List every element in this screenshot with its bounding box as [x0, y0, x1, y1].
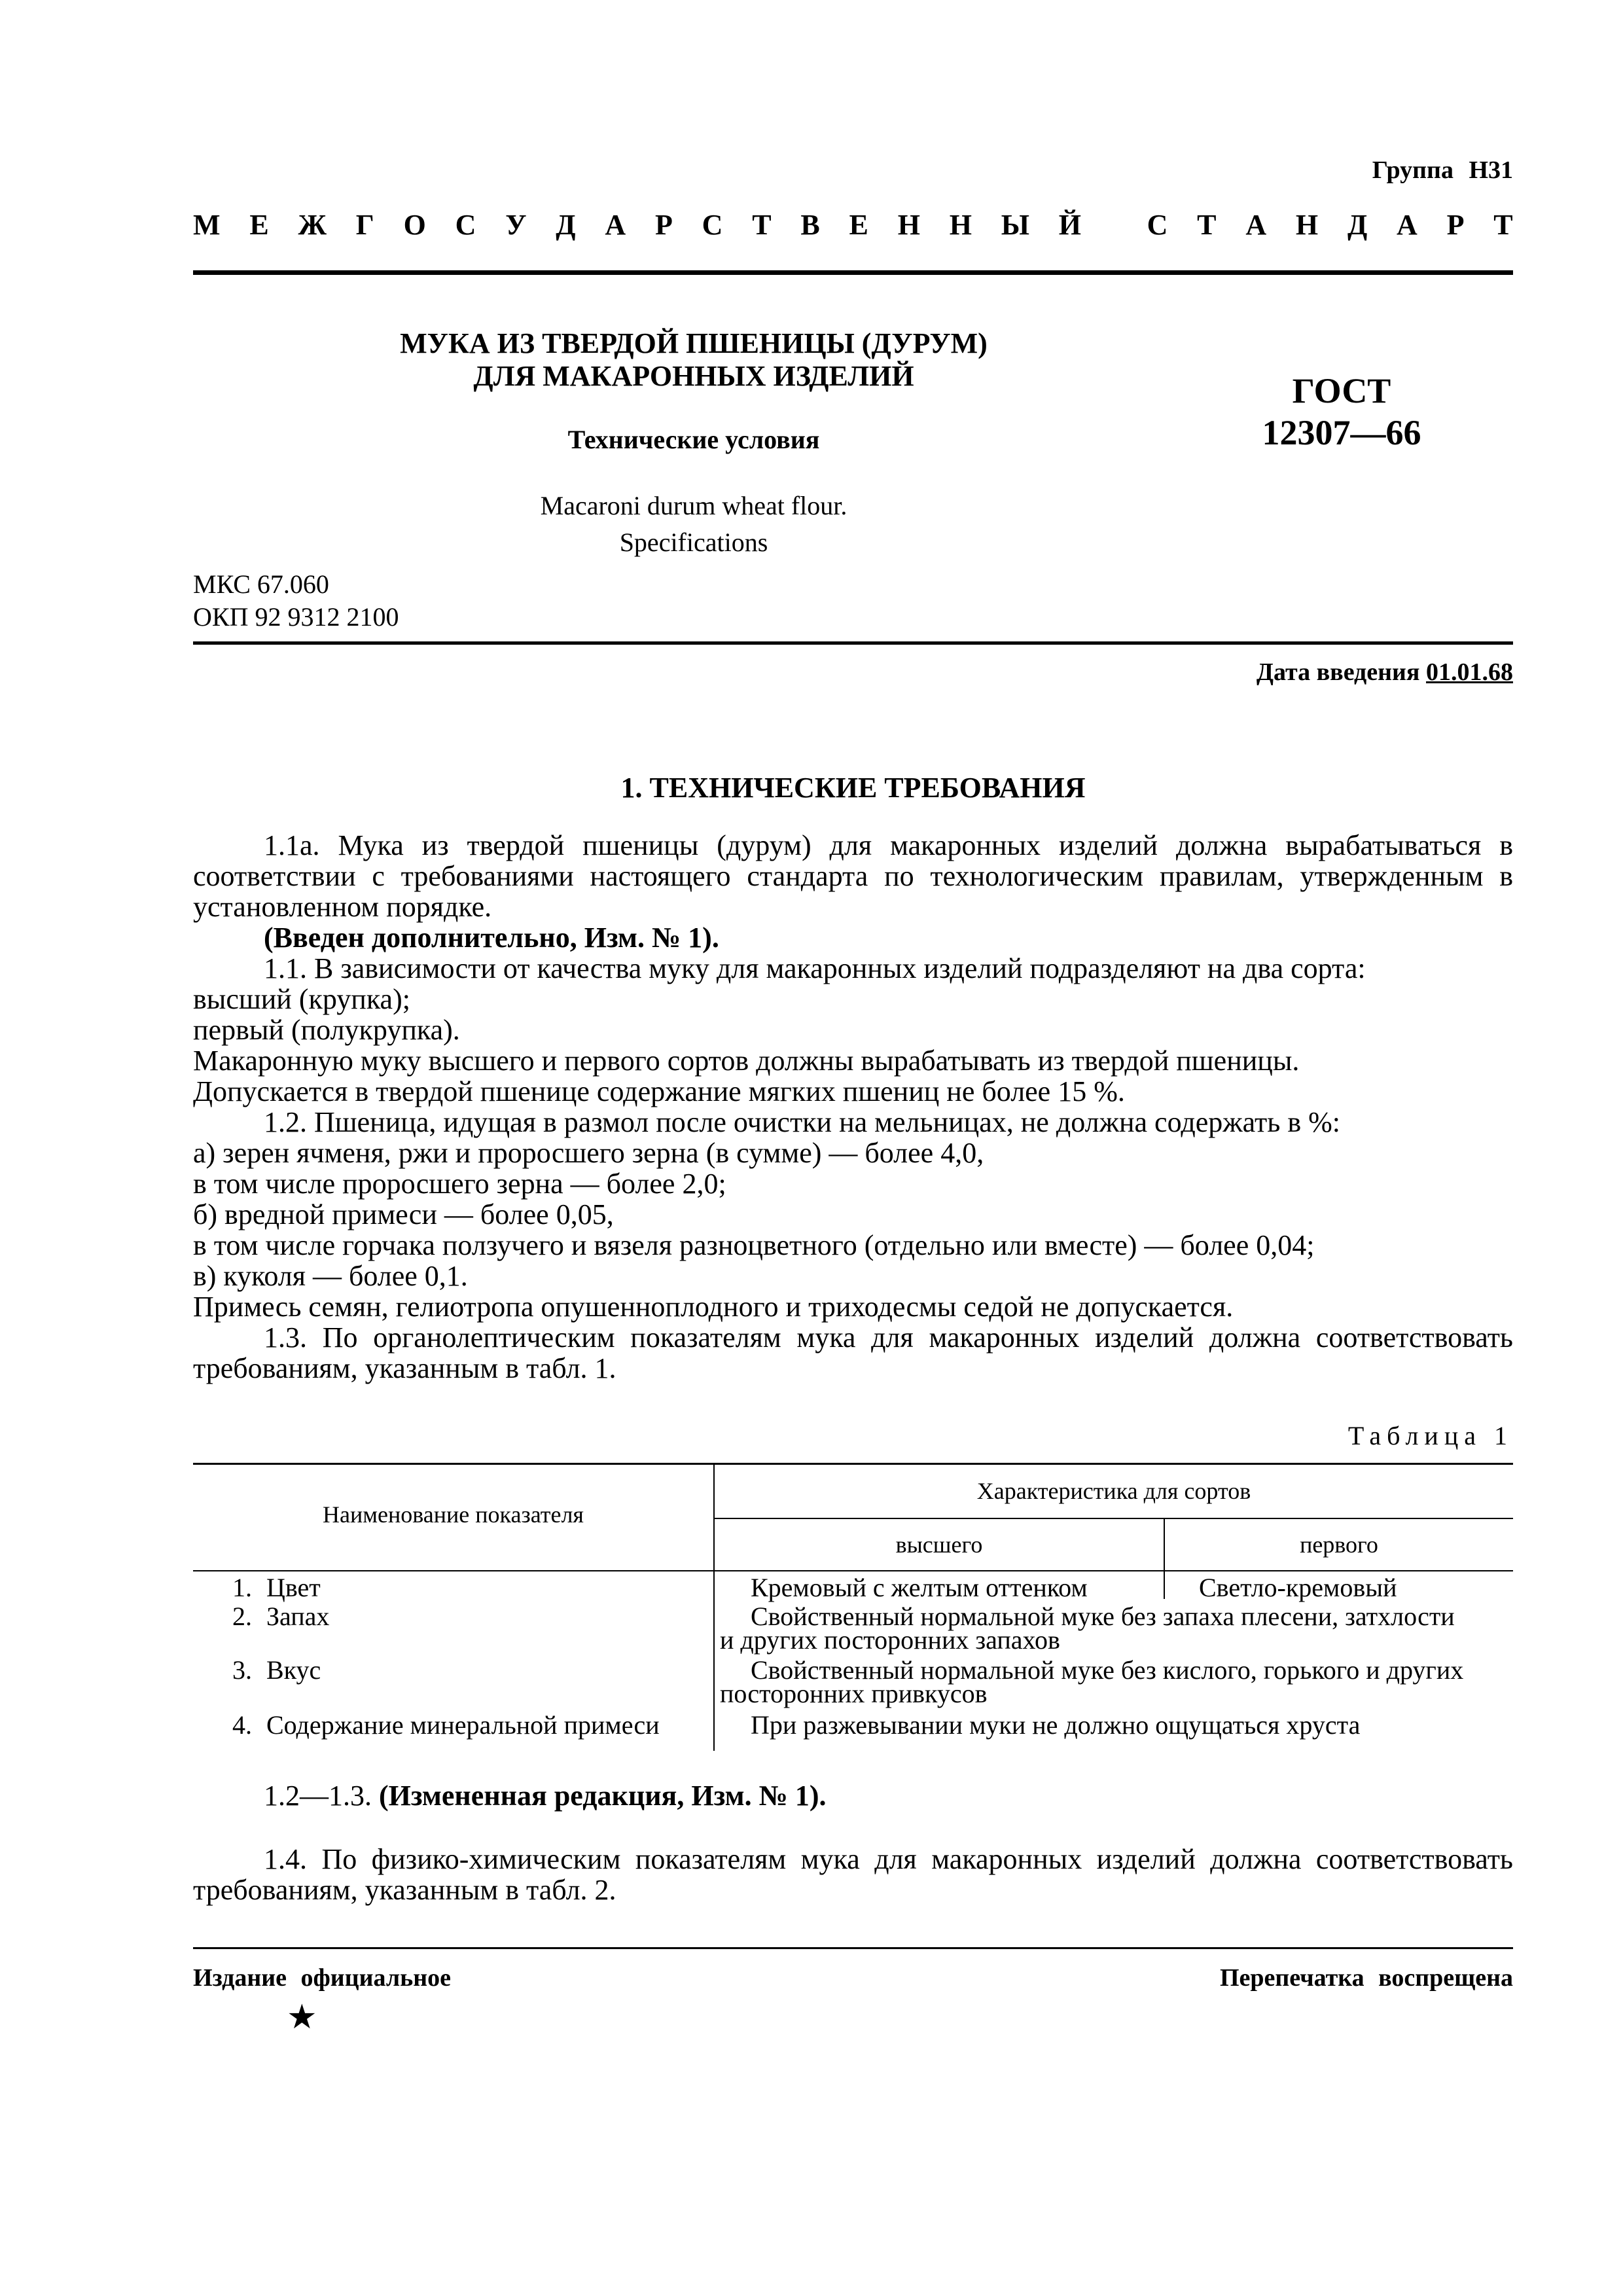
banner-letter: Ы — [1001, 209, 1029, 241]
row-4-name: Содержание минеральной примеси — [266, 1710, 660, 1740]
post-table-text — [193, 1780, 1513, 1905]
table-header-group: Характеристика для сортов — [976, 1478, 1251, 1504]
row-1-num: 1. — [232, 1573, 252, 1602]
row-1-name: Цвет — [266, 1573, 321, 1602]
grade-highest: высший (крупка); — [193, 983, 410, 1015]
banner-letter: Р — [654, 209, 673, 241]
english-title-line-1: Macaroni durum wheat flour. — [540, 491, 847, 520]
banner-letter: С — [455, 209, 476, 241]
codes-rule — [193, 641, 1513, 645]
row-4-value: При разжевывании муки не должно ощущаться хруста — [751, 1710, 1361, 1740]
paragraph-1-1-allowance: Допускается в твердой пшенице содержание мягких пшениц не более 15 %. — [193, 1075, 1125, 1107]
section-body — [193, 830, 1513, 1384]
amendment-prefix: 1.2—1.3. — [264, 1780, 372, 1812]
table-caption: Таблица 1 — [1347, 1421, 1513, 1450]
table-grade-divider — [1164, 1518, 1165, 1599]
title-subtitle: Технические условия — [567, 425, 820, 454]
row-2-value-line-1: Свойственный нормальной муке без запаха плесени, затхлости — [751, 1602, 1455, 1631]
row-2-name: Запах — [266, 1602, 330, 1631]
row-1-first: Светло-кремовый — [1199, 1573, 1397, 1602]
paragraph-1-4: 1.4. По физико-химическим показателям мука для макаронных изделий должна соответствовать требованиям, указанным в табл. 2. — [193, 1843, 1513, 1906]
amendment-note: (Введен дополнительно, Изм. № 1). — [264, 922, 719, 954]
banner-letter: М — [193, 209, 221, 241]
paragraph-1-3: 1.3. По органолептическим показателям мука для макаронных изделий должна соответствовать требованиям, указанным в табл. 1. — [193, 1321, 1513, 1384]
item-a: а) зерен ячменя, ржи и проросшего зерна (в сумме) — более 4,0, — [193, 1137, 984, 1169]
row-3-value-line-2: посторонних привкусов — [720, 1679, 988, 1708]
introduction-date — [1257, 658, 1513, 687]
banner-letter: Р — [1446, 209, 1465, 241]
row-3-name: Вкус — [266, 1655, 321, 1685]
paragraph-1-1-note: Макаронную муку высшего и первого сортов должны вырабатывать из твердой пшеницы. — [193, 1045, 1300, 1077]
banner-letter: Н — [897, 209, 920, 241]
footer-rule — [193, 1947, 1513, 1949]
banner-letter: А — [605, 209, 626, 241]
banner-letter: Т — [1197, 209, 1217, 241]
mks-code: МКС 67.060 — [193, 569, 329, 599]
amendment-text: (Измененная редакция, Изм. № 1). — [379, 1780, 827, 1812]
banner-letter: О — [403, 209, 426, 241]
row-3-num: 3. — [232, 1655, 252, 1685]
row-1-highest: Кремовый с желтым оттенком — [751, 1573, 1088, 1602]
english-title — [340, 488, 1047, 561]
table-column-divider — [713, 1463, 715, 1751]
banner-gap — [1111, 208, 1118, 242]
table-header-rule — [193, 1570, 1513, 1571]
gost-label: ГОСТ — [1292, 371, 1391, 410]
table-1 — [193, 1463, 1513, 1751]
impurity-note: Примесь семян, гелиотропа опушенноплодного и триходесмы седой не допускается. — [193, 1291, 1234, 1323]
item-c: в) куколя — более 0,1. — [193, 1260, 468, 1292]
gost-designation — [1243, 370, 1440, 454]
amendment-1-2-1-3 — [193, 1780, 1513, 1811]
paragraph-1-2: 1.2. Пшеница, идущая в размол после очистки на мельницах, не должна содержать в %: — [264, 1106, 1340, 1138]
header-rule — [193, 270, 1513, 275]
paragraph-1-1a: 1.1а. Мука из твердой пшеницы (дурум) для макаронных изделий должна вырабатываться в соответствии с требованиями настоящего стандарта по технологическим правилам, утвержденным в установленном порядке. — [193, 829, 1513, 923]
title-line-1: МУКА ИЗ ТВЕРДОЙ ПШЕНИЦЫ (ДУРУМ) — [400, 327, 988, 359]
item-b: б) вредной примеси — более 0,05, — [193, 1198, 614, 1230]
table-subheader-rule — [713, 1518, 1513, 1519]
banner-letter: У — [505, 209, 527, 241]
banner-letter: Д — [556, 209, 576, 241]
star-icon: ★ — [287, 1998, 317, 2037]
table-header-highest: высшего — [895, 1532, 983, 1558]
row-3-value-line-1: Свойственный нормальной муке без кислого, горького и других — [751, 1655, 1464, 1685]
banner-letter: Е — [249, 209, 269, 241]
banner-letter: С — [1147, 209, 1168, 241]
item-a-detail: в том числе проросшего зерна — более 2,0; — [193, 1168, 726, 1200]
okp-code: ОКП 92 9312 2100 — [193, 602, 399, 632]
banner-letter: Н — [1295, 209, 1319, 241]
banner-letter: А — [1397, 209, 1418, 241]
group-code: Группа Н31 — [1372, 156, 1513, 184]
banner-letter: Т — [1493, 209, 1513, 241]
title-line-2: ДЛЯ МАКАРОННЫХ ИЗДЕЛИЙ — [473, 360, 914, 392]
banner-letter: Т — [752, 209, 772, 241]
table-header-first: первого — [1300, 1532, 1378, 1558]
row-4-num: 4. — [232, 1710, 252, 1740]
row-2-num: 2. — [232, 1602, 252, 1631]
item-b-detail: в том числе горчака ползучего и вязеля разноцветного (отдельно или вместе) — более 0,04; — [193, 1229, 1315, 1261]
paragraph-1-1: 1.1. В зависимости от качества муку для макаронных изделий подразделяют на два сорта: — [264, 952, 1366, 984]
official-edition: Издание официальное — [193, 1964, 452, 1992]
classification-codes — [193, 568, 399, 634]
banner-letter: С — [702, 209, 723, 241]
english-title-line-2: Specifications — [619, 528, 768, 557]
table-top-border — [193, 1463, 1513, 1465]
row-2-value-line-2: и других посторонних запахов — [720, 1625, 1060, 1655]
banner-letter: Ж — [298, 209, 327, 241]
section-heading: 1. ТЕХНИЧЕСКИЕ ТРЕБОВАНИЯ — [620, 772, 1086, 804]
date-label: Дата введения — [1256, 658, 1420, 686]
banner-letter: Н — [949, 209, 972, 241]
banner-letter: А — [1245, 209, 1267, 241]
reprint-prohibited: Перепечатка воспрещена — [1219, 1964, 1513, 1992]
date-value: 01.01.68 — [1426, 658, 1513, 686]
banner-letter: Й — [1058, 209, 1081, 241]
banner-letter: Д — [1347, 209, 1368, 241]
interstate-standard-banner — [193, 208, 1513, 242]
banner-letter: В — [800, 209, 820, 241]
table-header-name: Наименование показателя — [323, 1501, 584, 1528]
grade-first: первый (полукрупка). — [193, 1014, 460, 1046]
gost-number: 12307—66 — [1262, 413, 1421, 452]
title-block — [340, 327, 1047, 561]
banner-letter: Г — [355, 209, 374, 241]
banner-letter: Е — [849, 209, 868, 241]
